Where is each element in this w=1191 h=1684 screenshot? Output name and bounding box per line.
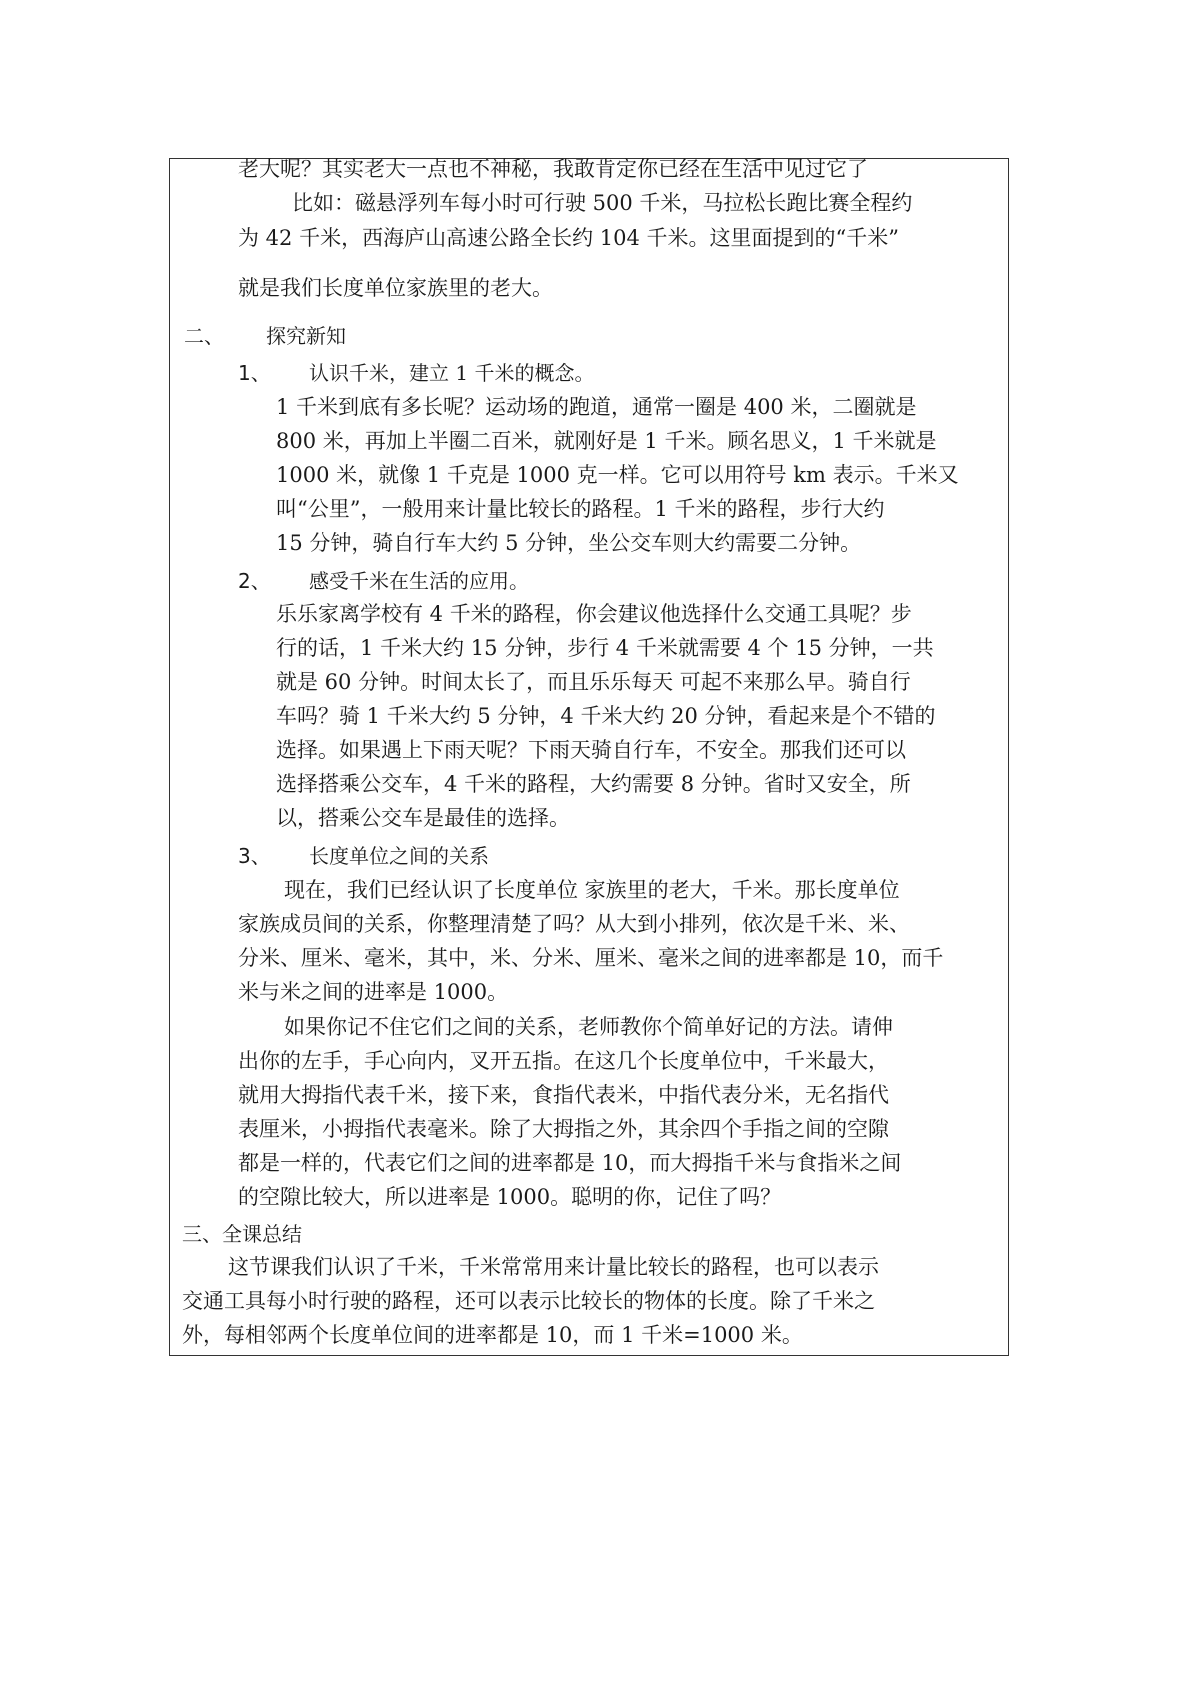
item2-line-1: 乐乐家离学校有 4 千米的路程，你会建议他选择什么交通工具呢？步 (276, 602, 912, 626)
item2-line-3: 就是 60 分钟。时间太长了，而且乐乐每天 可起不来那么早。骑自行 (276, 670, 911, 694)
item3-title: 长度单位之间的关系 (309, 844, 489, 868)
item1-number: 1、 (238, 361, 271, 385)
item3-para2-line-4: 表厘米，小拇指代表毫米。除了大拇指之外，其余四个手指之间的空隙 (238, 1117, 889, 1141)
section3-title: 三、全课总结 (182, 1222, 302, 1246)
item1-line-3: 1000 米，就像 1 千克是 1000 克一样。它可以用符号 km 表示。千米又 (276, 463, 959, 487)
item2-line-7: 以，搭乘公交车是最佳的选择。 (276, 806, 570, 830)
item3-para1-line-3: 分米、厘米、毫米，其中，米、分米、厘米、毫米之间的进率都是 10，而千 (238, 946, 944, 970)
item3-para1-line-4: 米与米之间的进率是 1000。 (238, 980, 509, 1004)
item1-line-2: 800 米，再加上半圈二百米，就刚好是 1 千米。顾名思义，1 千米就是 (276, 429, 937, 453)
item3-para2-line-3: 就用大拇指代表千米，接下来，食指代表米，中指代表分米，无名指代 (238, 1083, 889, 1107)
section2-number: 二、 (184, 324, 224, 348)
intro-line-1: 老大呢？其实老大一点也不神秘，我敢肯定你已经在生活中见过它了 (238, 157, 868, 181)
item1-line-4: 叫“公里”，一般用来计量比较长的路程。1 千米的路程，步行大约 (276, 497, 885, 521)
section2-title: 探究新知 (266, 324, 346, 348)
item2-line-6: 选择搭乘公交车，4 千米的路程，大约需要 8 分钟。省时又安全，所 (276, 772, 911, 796)
item3-para2-line-2: 出你的左手，手心向内，叉开五指。在这几个长度单位中，千米最大， (238, 1049, 889, 1073)
intro-line-2: 比如：磁悬浮列车每小时可行驶 500 千米，马拉松长跑比赛全程约 (292, 191, 913, 215)
item1-line-1: 1 千米到底有多长呢？运动场的跑道，通常一圈是 400 米，二圈就是 (276, 395, 917, 419)
summary-line-1: 这节课我们认识了千米，千米常常用来计量比较长的路程，也可以表示 (228, 1255, 879, 1279)
item3-para1-line-2: 家族成员间的关系，你整理清楚了吗？从大到小排列，依次是千米、米、 (238, 912, 910, 936)
item3-number: 3、 (238, 844, 271, 868)
item3-para2-line-5: 都是一样的，代表它们之间的进率都是 10，而大拇指千米与食指米之间 (238, 1151, 902, 1175)
item3-para2-line-1: 如果你记不住它们之间的关系，老师教你个简单好记的方法。请伸 (284, 1015, 893, 1039)
item2-line-5: 选择。如果遇上下雨天呢？下雨天骑自行车，不安全。那我们还可以 (276, 738, 906, 762)
item2-title: 感受千米在生活的应用。 (309, 569, 529, 593)
item2-line-2: 行的话，1 千米大约 15 分钟，步行 4 千米就需要 4 个 15 分钟，一共 (276, 636, 934, 660)
intro-line-3: 为 42 千米，西海庐山高速公路全长约 104 千米。这里面提到的“千米” (238, 226, 899, 250)
item3-para2-line-6: 的空隙比较大，所以进率是 1000。聪明的你，记住了吗？ (238, 1185, 782, 1209)
item2-number: 2、 (238, 569, 271, 593)
intro-line-4: 就是我们长度单位家族里的老大。 (238, 276, 553, 300)
item1-line-5: 15 分钟，骑自行车大约 5 分钟，坐公交车则大约需要二分钟。 (276, 531, 862, 555)
summary-line-3: 外，每相邻两个长度单位间的进率都是 10，而 1 千米=1000 米。 (182, 1323, 803, 1347)
item2-line-4: 车吗？骑 1 千米大约 5 分钟，4 千米大约 20 分钟，看起来是个不错的 (276, 704, 936, 728)
item3-para1-line-1: 现在，我们已经认识了长度单位 家族里的老大，千米。那长度单位 (284, 878, 900, 902)
summary-line-2: 交通工具每小时行驶的路程，还可以表示比较长的物体的长度。除了千米之 (182, 1289, 875, 1313)
item1-title: 认识千米，建立 1 千米的概念。 (309, 361, 595, 385)
